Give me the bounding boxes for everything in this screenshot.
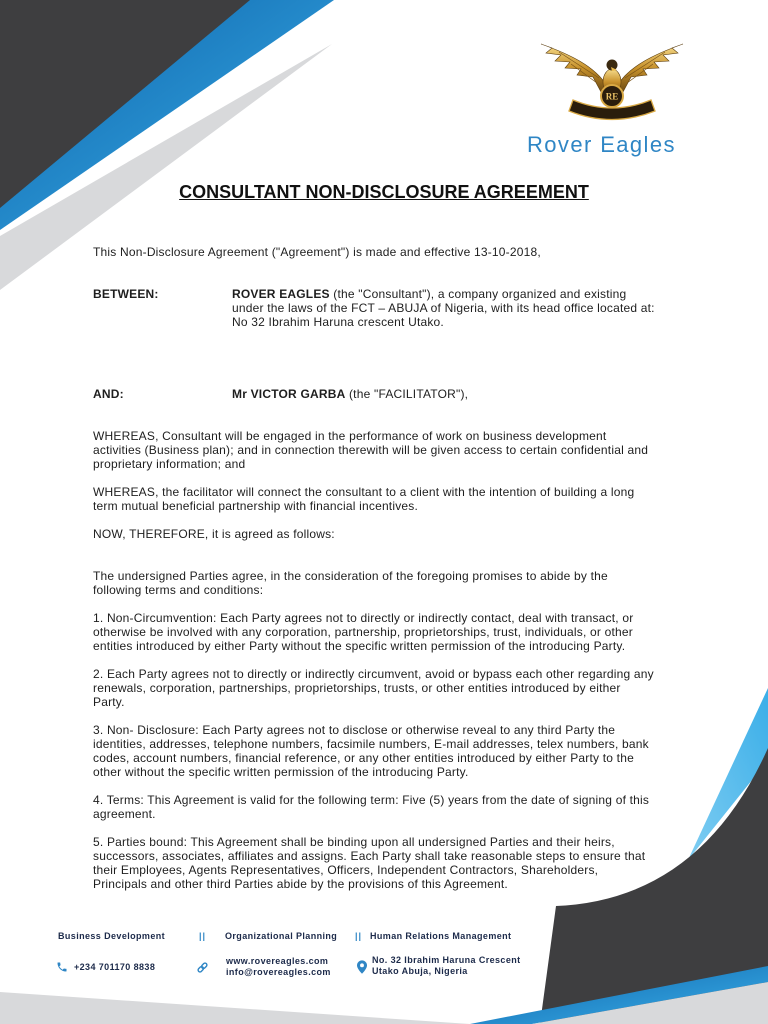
paragraph-line: proprietary information; and xyxy=(93,457,246,471)
paragraph-line: 1. Non-Circumvention: Each Party agrees not to directly or indirectly contact, deal with transact, or xyxy=(93,611,634,625)
paragraph-line: under the laws of the FCT – ABUJA of Nigeria, with its head office located at: xyxy=(232,301,655,315)
and-label: AND: xyxy=(93,387,124,401)
document-title: CONSULTANT NON-DISCLOSURE AGREEMENT xyxy=(179,182,589,202)
footer-website: www.rovereagles.com xyxy=(226,956,329,966)
clause-5-parties-bound xyxy=(93,835,645,891)
brand-name: Rover Eagles xyxy=(527,132,676,157)
consultant-description: (the "Consultant"), a company organized and existing xyxy=(329,287,627,301)
paragraph-line xyxy=(232,387,468,401)
footer-address-line: No. 32 Ibrahim Haruna Crescent xyxy=(372,955,521,965)
clause-3-non-disclosure xyxy=(93,723,649,779)
clause-4-terms xyxy=(93,793,649,821)
paragraph-line: NOW, THEREFORE, it is agreed as follows: xyxy=(93,527,335,541)
paragraph-line: agreement. xyxy=(93,807,156,821)
location-pin-icon xyxy=(357,960,367,974)
link-icon xyxy=(196,961,209,974)
undersigned-parties-paragraph xyxy=(93,569,608,597)
footer-separator: || xyxy=(199,931,207,941)
right-wing xyxy=(617,44,683,92)
paragraph-line: other without the specific written permission of the introducing Party. xyxy=(93,765,469,779)
footer-service-organizational-planning: Organizational Planning xyxy=(225,931,338,941)
eagle-logo xyxy=(537,38,687,130)
paragraph-line: identities, addresses, telephone numbers, facsimile numbers, E-mail addresses, telex numbers, bank xyxy=(93,737,649,751)
paragraph-line: This Non-Disclosure Agreement ("Agreement") is made and effective 13-10-2018, xyxy=(93,245,541,259)
paragraph-line: otherwise be involved with any corporation, partnership, proprietorships, trust, individuals, or other xyxy=(93,625,633,639)
phone-icon xyxy=(56,961,68,973)
footer-email: info@rovereagles.com xyxy=(226,967,331,977)
whereas-paragraph-1 xyxy=(93,429,648,471)
bottom-left-light-gray-stripe xyxy=(0,992,470,1024)
clause-1-non-circumvention xyxy=(93,611,633,653)
facilitator-name: Mr VICTOR GARBA xyxy=(232,387,346,401)
paragraph-line: term mutual beneficial partnership with financial incentives. xyxy=(93,499,419,513)
whereas-paragraph-2 xyxy=(93,485,634,513)
paragraph-line: renewals, corporation, partnerships, proprietorships, trusts, or other entities introduced by either xyxy=(93,681,621,695)
paragraph-line xyxy=(232,287,655,301)
facilitator-party-block xyxy=(232,387,468,401)
logo-monogram: RE xyxy=(605,91,619,102)
paragraph-line: No 32 Ibrahim Haruna crescent Utako. xyxy=(232,315,444,329)
footer-service-human-relations: Human Relations Management xyxy=(370,931,512,941)
left-wing xyxy=(541,44,607,92)
paragraph-line: 5. Parties bound: This Agreement shall be binding upon all undersigned Parties and their heirs, xyxy=(93,835,615,849)
paragraph-line: 2. Each Party agrees not to directly or indirectly circumvent, avoid or bypass each other regarding any xyxy=(93,667,654,681)
footer-phone: +234 701170 8838 xyxy=(74,962,156,972)
footer-service-business-development: Business Development xyxy=(58,931,166,941)
paragraph-line: The undersigned Parties agree, in the consideration of the foregoing promises to abide by the xyxy=(93,569,608,583)
intro-paragraph xyxy=(93,245,541,259)
paragraph-line: following terms and conditions: xyxy=(93,583,264,597)
facilitator-description: (the "FACILITATOR"), xyxy=(345,387,469,401)
paragraph-line: 4. Terms: This Agreement is valid for the following term: Five (5) years from the date of signing of this xyxy=(93,793,650,807)
paragraph-line: their Employees, Agents Representatives, Officers, Independent Contractors, Shareholders, xyxy=(93,863,599,877)
paragraph-line: Party. xyxy=(93,695,125,709)
consultant-name: ROVER EAGLES xyxy=(232,287,330,301)
now-therefore-paragraph xyxy=(93,527,335,541)
paragraph-line: WHEREAS, the facilitator will connect the consultant to a client with the intention of building a long xyxy=(93,485,635,499)
paragraph-line: WHEREAS, Consultant will be engaged in the performance of work on business development xyxy=(93,429,607,443)
between-label: BETWEEN: xyxy=(93,287,159,301)
paragraph-line: 3. Non- Disclosure: Each Party agrees not to disclose or otherwise reveal to any third Party the xyxy=(93,723,616,737)
paragraph-line: successors, associates, affiliates and assigns. Each Party shall take reasonable steps to ensure that xyxy=(93,849,646,863)
footer-address-line: Utako Abuja, Nigeria xyxy=(372,966,468,976)
paragraph-line: activities (Business plan); and in connection therewith will be given access to certain confidential and xyxy=(93,443,649,457)
paragraph-line: Principals and other third Parties abide by the provisions of this Agreement. xyxy=(93,877,508,891)
clause-2-circumvent xyxy=(93,667,654,709)
consultant-party-block xyxy=(232,287,655,329)
paragraph-line: codes, account numbers, financial reference, or any other entities introduced by either Party to the xyxy=(93,751,634,765)
paragraph-line: entities introduced by either Party without the specific written permission of the introducing Party. xyxy=(93,639,626,653)
footer-separator: || xyxy=(355,931,363,941)
